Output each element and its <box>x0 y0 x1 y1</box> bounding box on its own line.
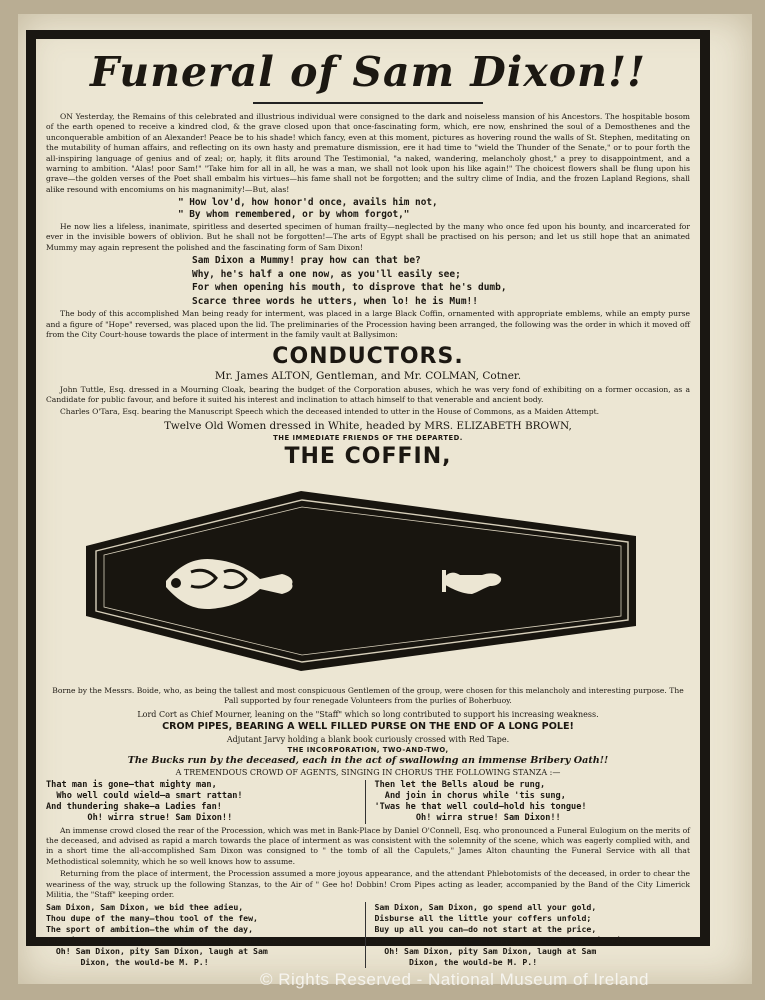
stanza-line: Then let the Bells aloud be rung, <box>374 779 546 790</box>
coffin-illustration <box>46 476 690 686</box>
first-stanza <box>46 780 690 824</box>
verse-line: For when opening his mouth, to disprove that he's dumb, <box>192 282 507 294</box>
stanza-line: And thundering shake—a Ladies fan! <box>46 801 222 812</box>
stanza-line: Thou dupe of the many—thou tool of the few, <box>46 913 258 924</box>
stanza-line: Oh! Sam Dixon, pity Sam Dixon, laugh at Sam <box>46 946 268 957</box>
friends-line: THE IMMEDIATE FRIENDS OF THE DEPARTED. <box>273 433 463 442</box>
stanza-line: There's one can't be purchased, and that one is Rice! <box>374 935 636 946</box>
title-rule <box>253 102 483 104</box>
stanza-divider <box>365 780 366 824</box>
borne-paragraph: Borne by the Messrs. Boide, who, as being the tallest and most conspicuous Gentlemen of the group, were chosen for this melancholy and interesting purpose. The Pall supported by four renegade Volunteers from the purlies of Boherbuoy. <box>52 685 684 706</box>
bucks-line: The Bucks run by the deceased, each in the act of swallowing an immense Bribery Oath!! <box>127 754 609 766</box>
oconnell-paragraph: An immense crowd closed the rear of the Procession, which was met in Bank-Place by Daniel O'Connell, Esq. who pronounced a Funeral Eulogium on the merits of the deceased, and advised as rapid a march towards the place of interment as was consistent with the solemnity of the scene, which was eagerly complied with, and in a short time the all-accomplished Sam Dixon was consigned to " the tomb of all the Capulets," James Alton chaunting the Funeral Service with all that Methodistical solemnity, which he so well knows how to assume. <box>46 825 690 866</box>
verse-line: Sam Dixon a Mummy! pray how can that be? <box>192 255 421 267</box>
agents-chorus-line: A TREMENDOUS CROWD OF AGENTS, SINGING IN CHORUS THE FOLLOWING STANZA :— <box>175 767 561 777</box>
coffin-icon <box>46 476 690 686</box>
poster-content <box>46 38 690 968</box>
coffin-heading: THE COFFIN, <box>284 443 452 469</box>
final-right-column <box>368 902 690 968</box>
conductors-heading: CONDUCTORS. <box>272 343 464 369</box>
stanza-line: Oh! wirra strue! Sam Dixon!! <box>374 812 561 823</box>
opening-paragraph: ON Yesterday, the Remains of this celebrated and illustrious individual were consigned to the dark and noiseless mansion of his Ancestors. The hospitable bosom of the earth opened to receive a kindred clod, & the grave closed upon that once-fascinating form, which, ere now, enshrined the soul of a Demosthenes and the unconquerable ambition of an Alexander! Peace be to his shade! which fancy, even at this moment, pictures as hovering round the walls of St. Stephen, meditating on the mutability of human affairs, and reflecting on its own hasty and premature dismission, ere it had time to "wield the Thunder of the Senate," or to pour forth the all-inspiring language of genius and of zeal; or, haply, it flits around The Testimonial, "a naked, wandering, melancholy ghost," a prey to disappointment, and a warning to ambition. "Alas! poor Sam!" "Take him for all in all, he was a man, we shall not look upon his like again!" The choicest flowers shall be flung upon his grave—the golden verses of the Poet shall embalm his virtues—his fame shall not be forgotten; and the sultry clime of India, and the frozen Lapland Regions, shall alike resound with encomiums on his magnanimity!—But, alas! <box>46 112 690 194</box>
final-stanza <box>46 902 690 968</box>
verse-line: Why, he's half a one now, as you'll easily see; <box>192 268 461 280</box>
stanza-left-column <box>46 780 362 824</box>
stanza-line: Disburse all the little your coffers unfold; <box>374 913 592 924</box>
stanza-line: Dixon, the would-be M. P.! <box>46 957 209 968</box>
stanza-right-column <box>368 780 690 824</box>
stanza-line: Who well could wield—a smart rattan! <box>46 790 243 801</box>
mummy-verse <box>46 255 690 307</box>
stanza-line: Oh! Sam Dixon, pity Sam Dixon, laugh at Sam <box>374 946 597 957</box>
otara-paragraph: Charles O'Tara, Esq. bearing the Manuscript Speech which the deceased intended to utter in the House of Commons, as a Maiden Attempt. <box>60 407 600 417</box>
stanza-line: The Piper, poor fool, for the dance thou must pay. <box>46 935 293 946</box>
returning-paragraph: Returning from the place of interment, the Procession assumed a more joyous appearance, and the attendant Phlebotomists of the deceased, in order to chear the weariness of the way, struck up the following Stanzas, to the Air of " Gee ho! Dobbin! Crom Pipes acting as leader, accompanied by the Band of the City Limerick Militia, the "Staff" keeping order. <box>46 869 690 899</box>
final-left-column <box>46 902 362 968</box>
stanza-line: That man is gone—that mighty man, <box>46 779 217 790</box>
old-women-line: Twelve Old Women dressed in White, headed by MRS. ELIZABETH BROWN, <box>164 419 572 432</box>
copyright-watermark: © Rights Reserved - National Museum of Ireland <box>260 970 649 989</box>
coffin-paragraph: The body of this accomplished Man being ready for interment, was placed in a large Black Coffin, ornamented with appropriate emblems, while an empty purse and a figure of "Hope" reversed, was placed upon the lid. The preliminaries of the Procession having been arranged, the following was the order in which it moved off from the City Court-house towards the place of interment in the family vault at Ballysimon: <box>46 309 690 340</box>
chief-mourner-line: Lord Cort as Chief Mourner, leaning on the "Staff" which so long contributed to support his increasing weakness. <box>137 709 599 719</box>
stanza-line: Sam Dixon, Sam Dixon, we bid thee adieu, <box>46 902 244 913</box>
tuttle-paragraph: John Tuttle, Esq. dressed in a Mourning Cloak, bearing the budget of the Corporation abuses, which he was very fond of exhibiting on a former occasion, as a Candidate for public favour, and before it suited his interest and inclination to attach himself to that venerable and ancient body. <box>46 384 690 404</box>
quote-line-2: " By whom remembered, or by whom forgot," <box>178 208 410 220</box>
stanza-line: 'Twas he that well could—hold his tongue! <box>374 801 587 812</box>
incorporation-line: THE INCORPORATION, TWO-AND-TWO, <box>287 745 449 754</box>
crom-pipes-line: CROM PIPES, BEARING A WELL FILLED PURSE ON THE END OF A LONG POLE! <box>162 720 574 732</box>
stanza-line: Dixon, the would-be M. P.! <box>374 957 538 968</box>
final-divider <box>365 902 366 968</box>
stanza-line: Oh! wirra strue! Sam Dixon!! <box>46 812 233 823</box>
poster-title: Funeral of Sam Dixon!! <box>90 48 646 96</box>
stanza-line: Buy up all you can—do not start at the price, <box>374 924 597 935</box>
verse-line: Scarce three words he utters, when lo! he is Mum!! <box>192 295 478 307</box>
mummy-paragraph: He now lies a lifeless, inanimate, spiritless and deserted specimen of human frailty—neglected by the many who once fed upon his bounty, and incarcerated for ever in the invisible bowers of oblivion. But he shall not be forgotten!—The arts of Egypt shall be practised on his person; and let us still hope that an animated Mummy may again represent the polished and the fascinating form of Sam Dixon! <box>46 222 690 252</box>
stanza-line: And join in chorus while 'tis sung, <box>374 790 566 801</box>
stanza-line: Sam Dixon, Sam Dixon, go spend all your gold, <box>374 902 597 913</box>
jarvy-line: Adjutant Jarvy holding a blank book curiously crossed with Red Tape. <box>226 734 510 744</box>
stanza-line: The sport of ambition—the whim of the day, <box>46 924 254 935</box>
conductors-line: Mr. James ALTON, Gentleman, and Mr. COLMAN, Cotner. <box>214 369 522 382</box>
quote-line-1: " How lov'd, how honor'd once, avails him not, <box>178 197 438 209</box>
